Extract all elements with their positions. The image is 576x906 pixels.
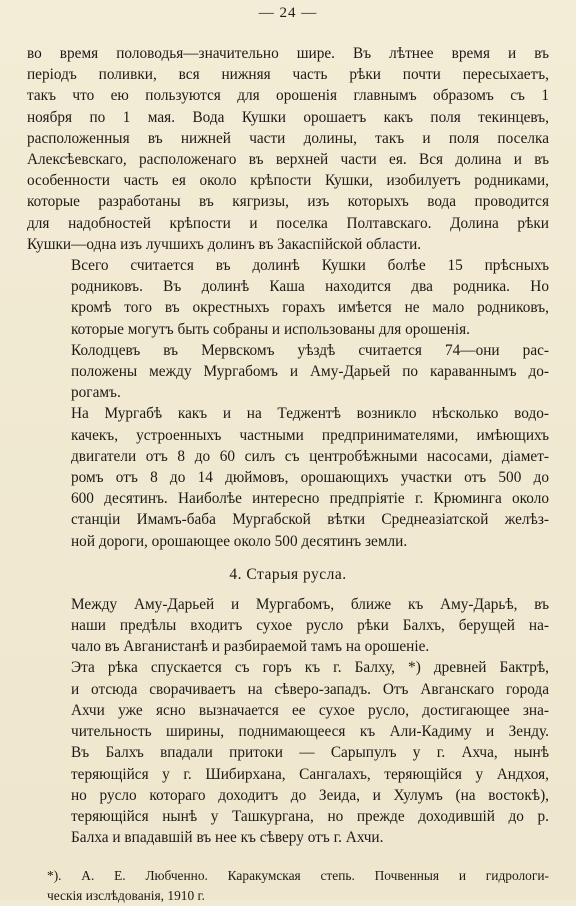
paragraph xyxy=(27,403,549,551)
text-line: положены между Мургабомъ и Аму-Дарьей по караваннымъ до- xyxy=(71,363,549,381)
text-line: ной дороги, орошающее около 500 десятинъ земли. xyxy=(71,532,408,550)
text-line: во время половодья—значительно шире. Въ лѣтнее время и въ xyxy=(27,45,549,62)
text-line: теряющійся нынѣ у Ташкургана, но прежде доходившій до р. xyxy=(71,807,549,825)
footnote-line: ческія изслѣдованія, 1910 г. xyxy=(47,888,205,904)
text-line: періодъ поливки, вся нижняя часть рѣки почти пересыхаетъ, xyxy=(27,66,549,84)
body-text-top xyxy=(27,43,549,552)
page-number: — 24 — xyxy=(258,5,318,21)
text-line: но русло котораго доходитъ до Зеида, и Хулумъ (на востокѣ), xyxy=(71,786,549,804)
text-line: родниковъ. Въ долинѣ Каша находится два родника. Но xyxy=(71,278,549,296)
text-line: Всего считается въ долинѣ Кушки болѣе 15 прѣсныхъ xyxy=(71,257,549,275)
paragraph xyxy=(27,255,549,340)
text-line: Эта рѣка спускается съ горъ къ г. Балху, *) древней Бактрѣ, xyxy=(71,659,549,677)
footnote xyxy=(27,866,549,906)
text-line: ромъ отъ 8 до 14 дюймовъ, орошающихъ участки отъ 500 до xyxy=(71,469,549,487)
text-line: На Мургабѣ какъ и на Теджентѣ возникло нѣсколько водо- xyxy=(71,405,549,423)
text-line: наши предѣлы входитъ сухое русло рѣки Балхъ, берущей на- xyxy=(71,617,549,635)
text-line: Колодцевъ въ Мервскомъ уѣздѣ считается 74—они рас- xyxy=(71,341,549,359)
text-line: Между Аму-Дарьей и Мургабомъ, ближе къ Аму-Дарьѣ, въ xyxy=(71,595,549,613)
text-line: такъ что ею пользуются для орошенія главнымъ образомъ съ 1 xyxy=(27,87,549,105)
text-line: чительность ширины, поднимающееся къ Али-Кадиму и Зенду. xyxy=(71,723,549,741)
text-line: Кушки—одна изъ лучшихъ долинъ въ Закаспійской области. xyxy=(27,235,422,253)
text-line: для надобностей крѣпости и поселка Полтавскаго. Долина рѣки xyxy=(27,214,549,232)
text-line: Алексѣевскаго, расположенаго въ верхней части ея. Вся долина и въ xyxy=(27,151,549,169)
text-line: Въ Балхъ впадали притоки — Сарыпулъ у г. Ахча, нынѣ xyxy=(71,744,549,762)
text-line: качекъ, устроенныхъ частными предпринимателями, имѣющихъ xyxy=(71,426,549,444)
text-line: 600 десятинъ. Наиболѣе интересно предпріятіе г. Крюминга около xyxy=(71,490,549,508)
text-line: расположенныя въ нижней части долины, такъ и поля поселка xyxy=(27,129,549,147)
text-line: кромѣ того въ окрестныхъ горахъ имѣется не мало родниковъ, xyxy=(71,299,549,317)
text-line: ноября по 1 мая. Вода Кушки орошаетъ какъ поля текинцевъ, xyxy=(27,108,549,126)
paragraph xyxy=(27,340,549,404)
text-line: Балха и впадавшій въ нее къ сѣверу отъ г. Ахчи. xyxy=(71,829,384,847)
text-line: чало въ Авганистанѣ и разбираемой тамъ на орошеніе. xyxy=(71,638,430,656)
text-line: станціи Имамъ-баба Мургабской вѣтки Среднеазіатской желѣз- xyxy=(71,511,549,529)
section-heading: 4. Старыя русла. xyxy=(229,565,347,583)
text-line: и отсюда сворачиваетъ на сѣверо-западъ. Отъ Авганскаго города xyxy=(71,680,549,698)
text-line: которые разработаны въ кягризы, изъ которыхъ вода проводится xyxy=(27,193,549,211)
paragraph xyxy=(27,594,549,658)
paragraph xyxy=(27,43,549,255)
text-line: рогамъ. xyxy=(71,384,121,402)
text-line: двигатели отъ 8 до 60 силъ съ центробѣжными насосами, діамет- xyxy=(71,447,549,465)
footnote-line: *). А. Е. Любченно. Каракумская степь. Почвенныя и гидрологи- xyxy=(47,868,549,884)
text-line: теряющійся у г. Шибирхана, Сангалахъ, теряющійся у Андхоя, xyxy=(71,765,549,783)
body-text-bottom xyxy=(27,594,549,848)
text-line: Ахчи уже ясно вызначается ее сухое русло, достигающее зна- xyxy=(71,701,549,719)
paragraph xyxy=(27,657,549,848)
text-line: особенности часть ея около крѣпости Кушки, изобилуетъ родниками, xyxy=(27,172,549,190)
text-line: которые могутъ быть собраны и использованы для орошенія. xyxy=(71,320,470,338)
